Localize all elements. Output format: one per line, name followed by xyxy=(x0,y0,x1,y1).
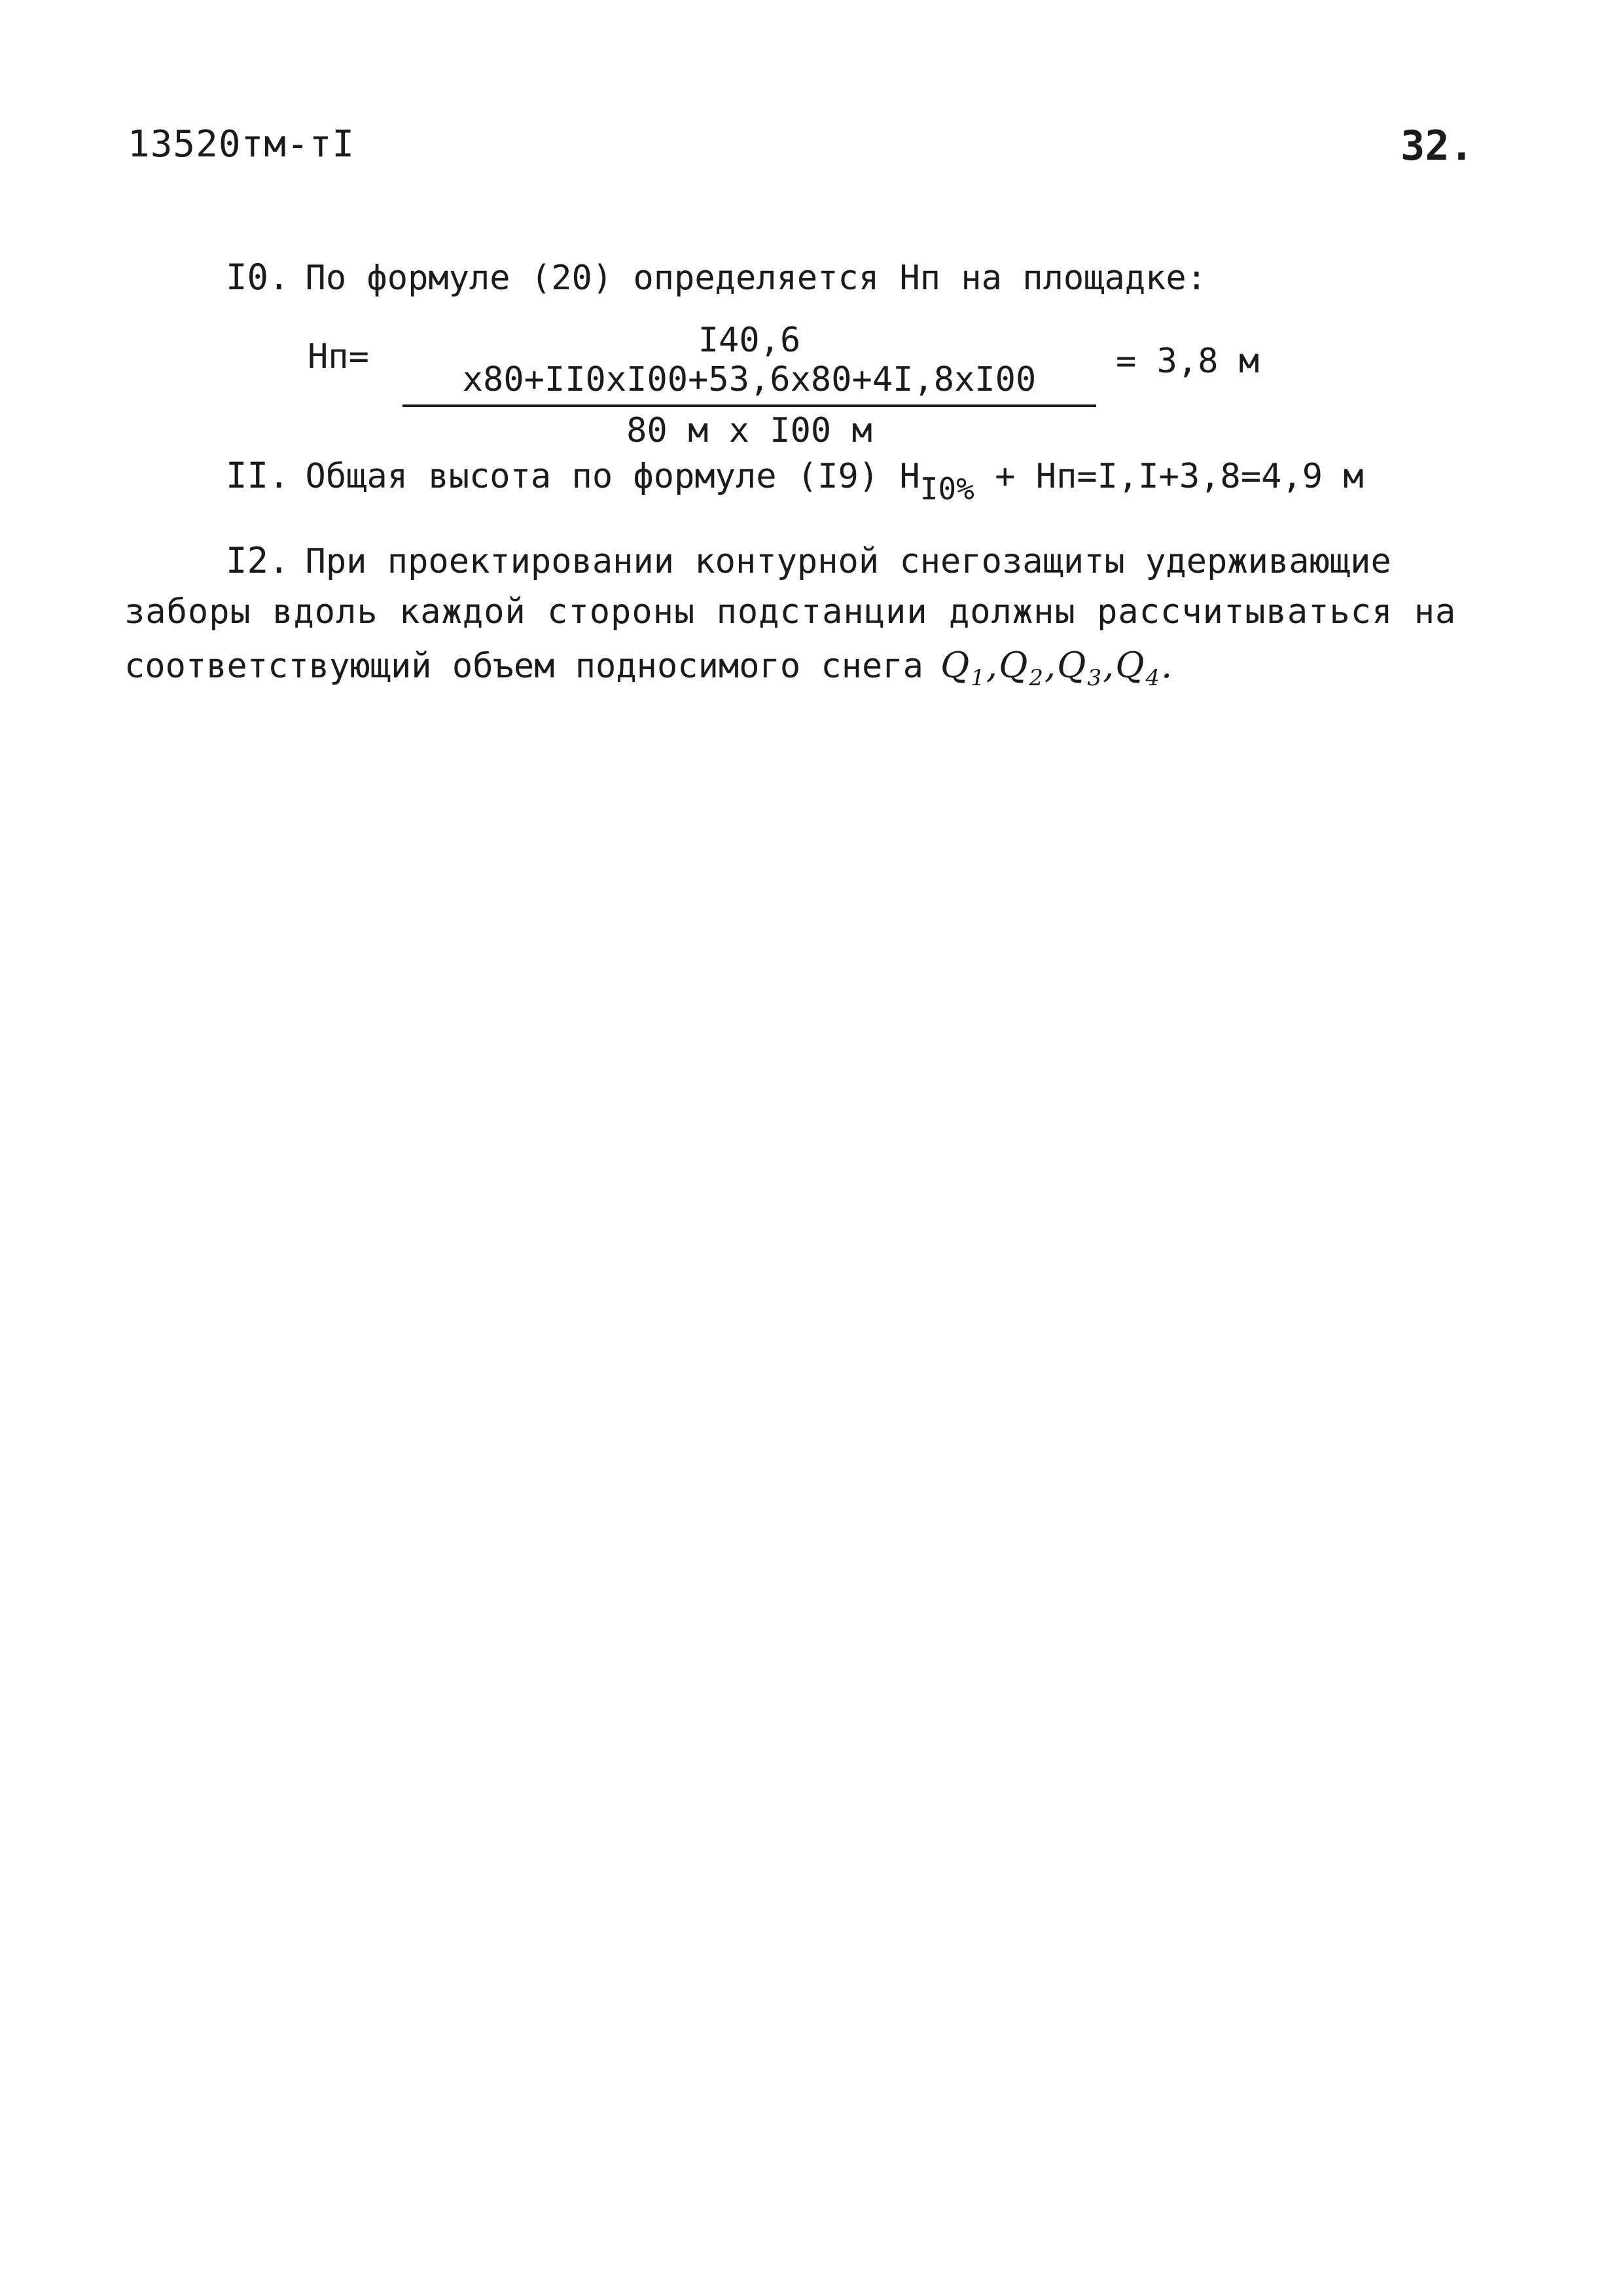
item-12-text-line-3: соответствующий объем подносимого снега xyxy=(124,647,923,686)
item-11-subscript: I0% xyxy=(919,471,974,507)
item-12-text-line-1: При проектировании контурной снегозащиты удерживающие xyxy=(305,542,1391,581)
q-end: . xyxy=(1161,645,1174,686)
item-12-line-2: заборы вдоль каждой стороны подстанции должны рассчитываться на xyxy=(124,592,1457,632)
q-separator: , xyxy=(1103,645,1116,686)
q4-symbol: Q xyxy=(1115,645,1146,686)
document-code: 13520тм-тI xyxy=(128,123,355,166)
formula-denominator: 80 м х I00 м xyxy=(626,411,872,450)
item-12-line-1 xyxy=(226,540,1391,581)
q4-index: 4 xyxy=(1145,664,1162,691)
item-11-text-before: Общая высота по формуле (I9) Н xyxy=(305,457,920,496)
formula-numerator: I40,6 х80+II0хI00+53,6х80+4I,8хI00 xyxy=(402,321,1096,407)
formula-fraction xyxy=(402,321,1096,450)
item-11-number: II. xyxy=(226,455,290,496)
item-11-text-after: + Нп=I,I+3,8=4,9 м xyxy=(974,457,1364,496)
q-separator: , xyxy=(1044,645,1058,686)
q1-symbol: Q xyxy=(940,645,971,686)
q2-index: 2 xyxy=(1029,664,1044,691)
q-separator: , xyxy=(986,645,999,686)
item-12-line-3 xyxy=(124,645,1173,691)
q3-symbol: Q xyxy=(1057,645,1088,686)
item-11 xyxy=(226,455,1364,507)
q1-index: 1 xyxy=(971,664,986,691)
formula-result: = 3,8 м xyxy=(1116,342,1260,381)
item-12-number: I2. xyxy=(226,540,290,581)
handwritten-q-list xyxy=(940,645,1174,691)
q3-index: 3 xyxy=(1087,664,1103,691)
item-10 xyxy=(226,257,1207,298)
item-10-number: I0. xyxy=(226,257,290,298)
formula-lhs: Нп= xyxy=(308,337,369,376)
item-10-text: По формуле (20) определяется Нп на площадке: xyxy=(305,259,1207,298)
q2-symbol: Q xyxy=(999,645,1029,686)
page-number: 32. xyxy=(1400,122,1474,170)
